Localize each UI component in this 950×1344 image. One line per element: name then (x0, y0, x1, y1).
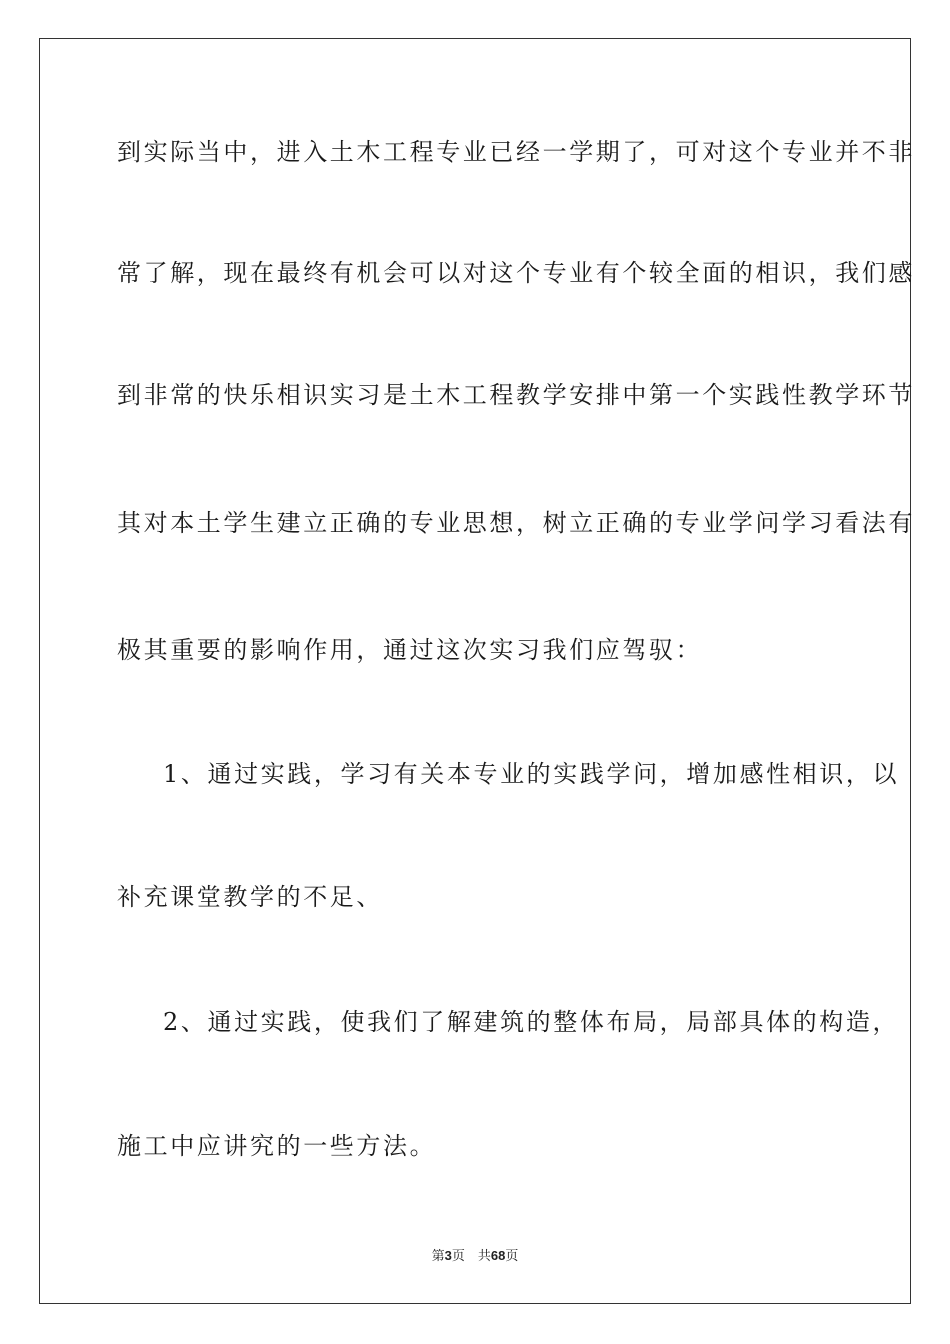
text-line-4: 其对本土学生建立正确的专业思想，树立正确的专业学问学习看法有 (117, 509, 915, 537)
text-line-2: 常了解，现在最终有机会可以对这个专业有个较全面的相识，我们感 (117, 259, 915, 287)
text-line-1: 到实际当中，进入土木工程专业已经一学期了，可对这个专业并不非 (117, 138, 915, 166)
current-page-number: 3 (444, 1248, 452, 1263)
text-line-8: 2、通过实践，使我们了解建筑的整体布局，局部具体的构造， (163, 1008, 900, 1036)
page-border (39, 38, 911, 1304)
footer-middle: 页 共 (451, 1248, 491, 1263)
text-line-6: 1、通过实践，学习有关本专业的实践学问，增加感性相识，以 (163, 760, 900, 788)
text-line-5: 极其重要的影响作用，通过这次实习我们应驾驭： (117, 636, 703, 664)
page-footer (0, 1247, 950, 1265)
text-line-7: 补充课堂教学的不足、 (117, 883, 383, 911)
footer-prefix: 第 (431, 1248, 445, 1263)
footer-suffix: 页 (505, 1248, 519, 1263)
text-line-9: 施工中应讲究的一些方法。 (117, 1132, 437, 1160)
total-pages-number: 68 (490, 1248, 506, 1263)
text-line-3: 到非常的快乐相识实习是土木工程教学安排中第一个实践性教学环节 (117, 381, 915, 409)
